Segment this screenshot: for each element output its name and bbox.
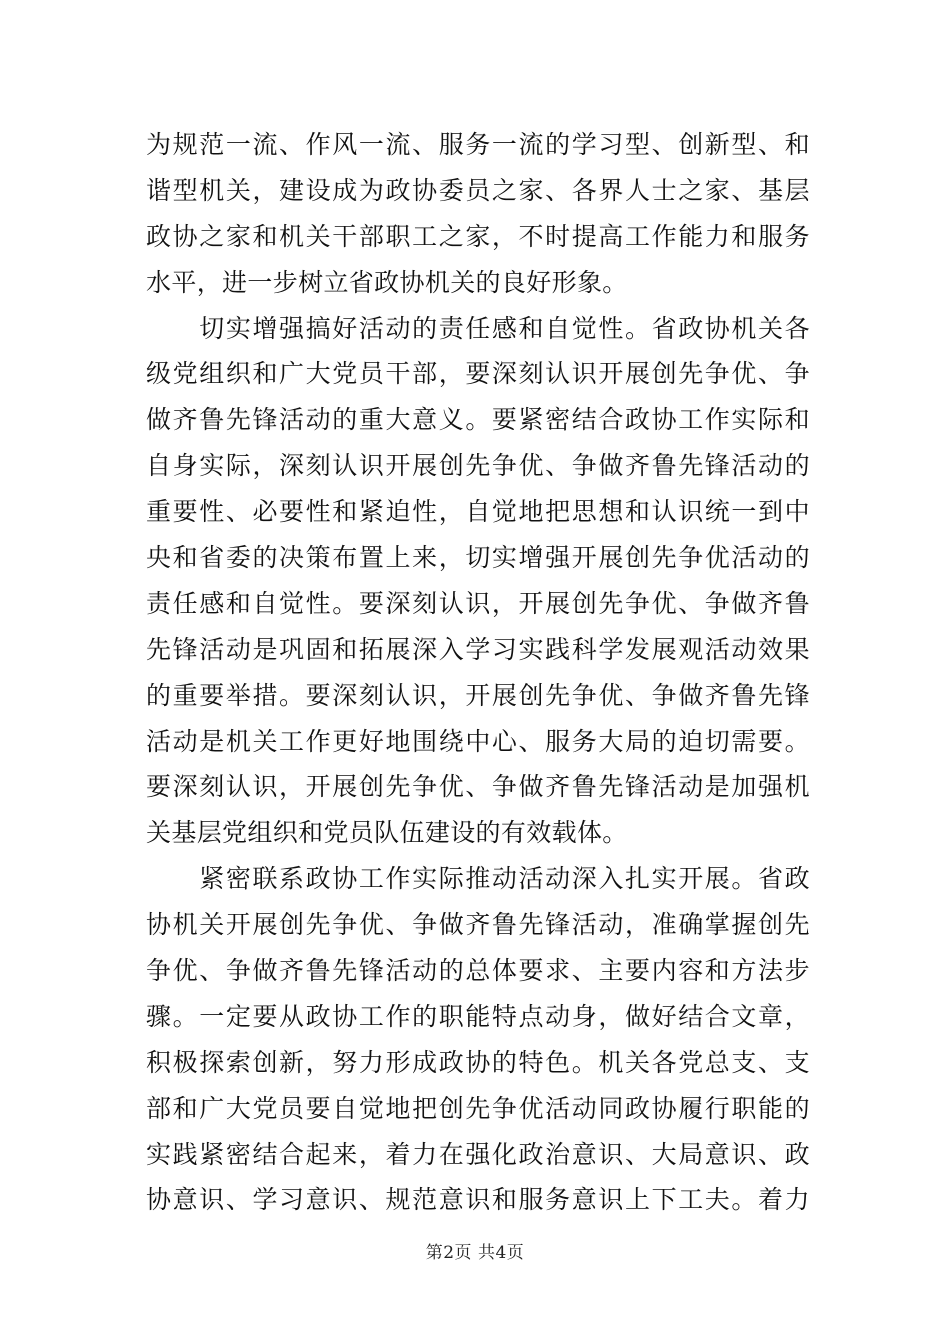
text-line: 自身实际，深刻认识开展创先争优、争做齐鲁先锋活动的 — [146, 451, 810, 481]
text-line: 协机关开展创先争优、争做齐鲁先锋活动，准确掌握创先 — [146, 910, 810, 940]
text-line: 积极探索创新，努力形成政协的特色。机关各党总支、支 — [146, 1047, 810, 1077]
text-line: 部和广大党员要自觉地把创先争优活动同政协履行职能的 — [146, 1093, 810, 1123]
body-text — [146, 122, 810, 1223]
text-line: 骤。一定要从政协工作的职能特点动身，做好结合文章， — [146, 1001, 810, 1031]
text-line: 级党组织和广大党员干部，要深刻认识开展创先争优、争 — [146, 359, 810, 389]
page-number-footer: 第2页 共4页 — [425, 1243, 525, 1263]
text-line: 紧密联系政协工作实际推动活动深入扎实开展。省政 — [146, 864, 810, 894]
text-line: 切实增强搞好活动的责任感和自觉性。省政协机关各 — [146, 313, 810, 343]
text-line: 先锋活动是巩固和拓展深入学习实践科学发展观活动效果 — [146, 634, 810, 664]
text-line: 重要性、必要性和紧迫性，自觉地把思想和认识统一到中 — [146, 497, 810, 527]
text-line: 为规范一流、作风一流、服务一流的学习型、创新型、和 — [146, 130, 810, 159]
text-line: 做齐鲁先锋活动的重大意义。要紧密结合政协工作实际和 — [146, 405, 810, 435]
text-line: 协意识、学习意识、规范意识和服务意识上下工夫。着力 — [146, 1185, 810, 1215]
text-line: 争优、争做齐鲁先锋活动的总体要求、主要内容和方法步 — [146, 956, 810, 986]
text-line: 关基层党组织和党员队伍建设的有效载体。 — [146, 818, 628, 848]
text-line: 活动是机关工作更好地围绕中心、服务大局的迫切需要。 — [146, 726, 810, 756]
text-line: 政协之家和机关干部职工之家，不时提高工作能力和服务 — [146, 221, 810, 251]
text-line: 实践紧密结合起来，着力在强化政治意识、大局意识、政 — [146, 1139, 810, 1169]
text-line: 的重要举措。要深刻认识，开展创先争优、争做齐鲁先锋 — [146, 680, 810, 710]
text-line: 水平，进一步树立省政协机关的良好形象。 — [146, 267, 628, 297]
text-line: 谐型机关，建设成为政协委员之家、各界人士之家、基层 — [146, 175, 810, 205]
text-line: 责任感和自觉性。要深刻认识，开展创先争优、争做齐鲁 — [146, 588, 810, 618]
text-line: 要深刻认识，开展创先争优、争做齐鲁先锋活动是加强机 — [146, 772, 810, 802]
text-line: 央和省委的决策布置上来，切实增强开展创先争优活动的 — [146, 543, 810, 573]
